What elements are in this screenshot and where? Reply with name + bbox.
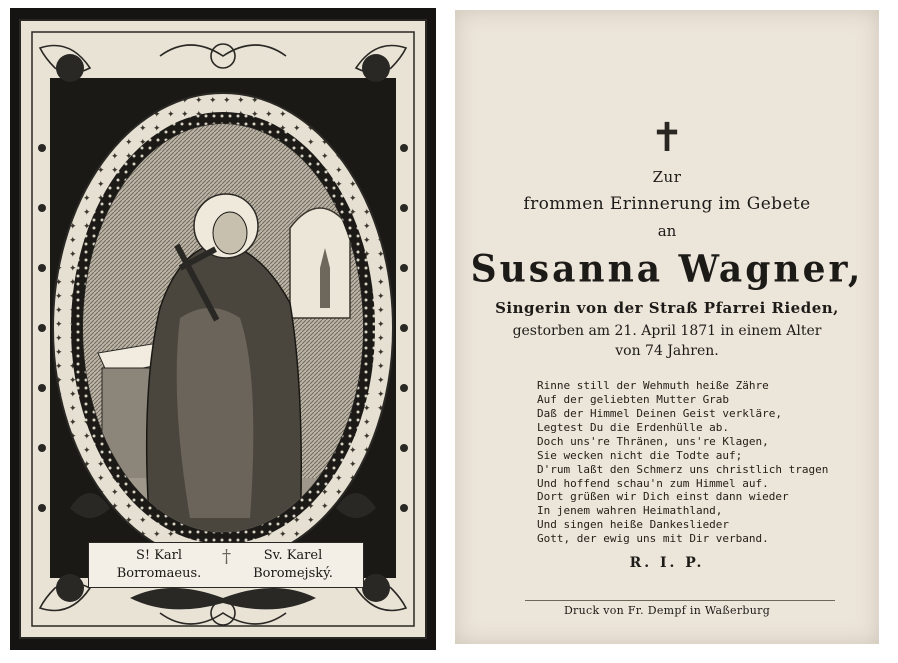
death-date: gestorben am 21. April 1871 in einem Alter <box>512 323 822 339</box>
divider-rule <box>525 600 835 601</box>
closing-rip: R. I. P. <box>629 555 705 571</box>
verse-stanza-2 <box>537 435 867 491</box>
memorial-card-text-side <box>455 10 879 644</box>
heading-line-1: Zur <box>652 168 682 186</box>
verse-line: Sie wecken nicht die Todte auf; <box>537 449 743 462</box>
saint-caption-panel <box>88 542 364 588</box>
heading-line-3: an <box>657 222 677 240</box>
deceased-description: Singerin von der Straß Pfarrei Rieden, <box>495 299 839 317</box>
verse-line: Und hoffend schau'n zum Himmel auf. <box>537 477 769 490</box>
caption-czech <box>233 547 353 583</box>
caption-divider-cross-icon: † <box>222 546 231 567</box>
verse-line: Daß der Himmel Deinen Geist verkläre, <box>537 407 783 420</box>
caption-right-line2: Boromejský. <box>253 566 333 581</box>
caption-left-line1: S! Karl <box>135 548 183 563</box>
caption-right-line1: Sv. Karel <box>263 548 323 563</box>
printer-imprint: Druck von Fr. Dempf in Waßerburg <box>563 604 771 617</box>
verse-stanza-1 <box>537 379 867 435</box>
verse-line: In jenem wahren Heimathland, <box>537 504 723 517</box>
verse-line: D'rum laßt den Schmerz uns christlich tragen <box>537 463 829 476</box>
deceased-name: Susanna Wagner, <box>470 246 864 292</box>
cross-icon: ✝ <box>650 115 684 161</box>
verse-line: Doch uns're Thränen, uns're Klagen, <box>537 435 769 448</box>
verse-line: Rinne still der Wehmuth heiße Zähre <box>537 379 769 392</box>
caption-left-line2: Borromaeus. <box>116 566 202 581</box>
verse-line: Dort grüßen wir Dich einst dann wieder <box>537 490 789 503</box>
verse-line: Gott, der ewig uns mit Dir verband. <box>537 532 769 545</box>
verse-line: Legtest Du die Erdenhülle ab. <box>537 421 730 434</box>
verse-line: Und singen heiße Dankeslieder <box>537 518 730 531</box>
caption-german <box>99 547 219 583</box>
verse-line: Auf der geliebten Mutter Grab <box>537 393 730 406</box>
verse-stanza-3 <box>537 490 867 546</box>
heading-line-2: frommen Erinnerung im Gebete <box>523 194 811 214</box>
age-at-death: von 74 Jahren. <box>615 343 719 359</box>
holy-card-front <box>10 8 436 650</box>
